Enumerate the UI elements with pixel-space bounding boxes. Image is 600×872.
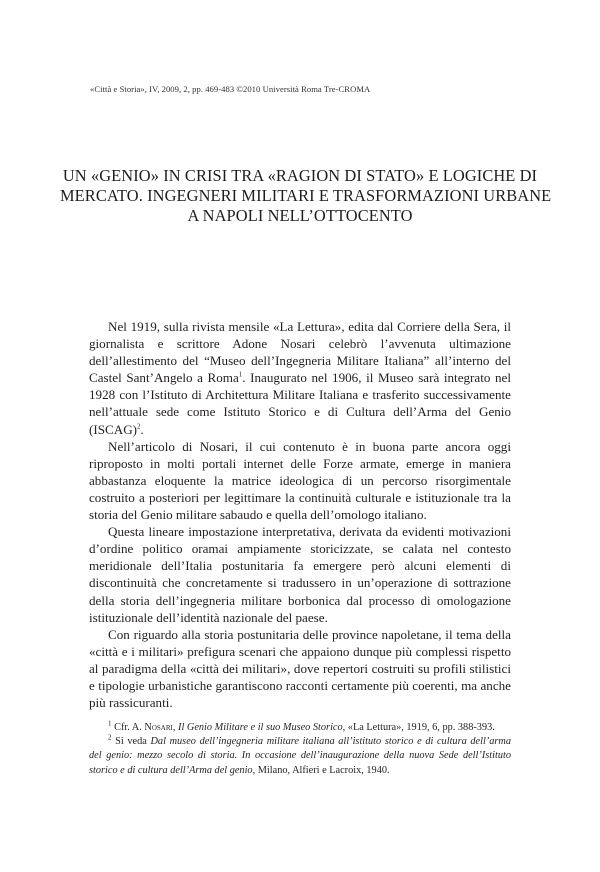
- footnote-text: ,: [172, 722, 179, 733]
- title-line: MERCATO. INGEGNERI MILITARI E TRASFORMAZIONI URBANE: [60, 186, 552, 205]
- paragraph: Nell’articolo di Nosari, il cui contenuto è in buona parte ancora oggi riproposto in molti portali internet delle Forze armate, emerge in maniera abbastanza eloquente la matrice ideologica di un percorso risorgimentale costruito a posteriori per legittimare la continuità culturale e istituzionale tra la storia del Genio militare sabaudo e quella dell’omologo italiano.: [89, 438, 511, 523]
- paragraph: Questa lineare impostazione interpretativa, derivata da evidenti motivazioni d’ordine politico oramai ampiamente storicizzate, se calata nel contesto meridionale dell’Italia postunitaria fa emergere però alcuni elementi di discontinuità che concretamente si tradussero in un’operazione di sottrazione della storia dell’ingegneria militare borbonica dal processo di omologazione istituzionale dell’identità nazionale del paese.: [89, 524, 511, 625]
- footnote: [89, 721, 511, 735]
- footnote-number: 2: [108, 733, 112, 742]
- footnote-ref[interactable]: 2: [137, 422, 141, 431]
- footnote: [89, 735, 511, 778]
- footnote-ref[interactable]: 1: [238, 370, 243, 379]
- footnote-text: Cfr. A.: [111, 722, 145, 733]
- footnote-text: , «La Lettura», 1919, 6, pp. 388-393.: [342, 722, 495, 733]
- paragraph: Con riguardo alla storia postunitaria delle province napoletane, il tema della «città e i militari» prefigura scenari che appaiono dunque più complessi rispetto al paradigma della «città dei militari», dove repertori costruiti su profili stilistici e tipologie urbanistiche garantiscono racconti certamente più coerenti, ma anche più rassicuranti.: [89, 626, 511, 711]
- article-title: [60, 166, 552, 226]
- footnote-text: Si veda: [111, 736, 151, 748]
- paragraph-text: . Inaugurato nel 1906, il Museo sarà integrato nel 1928 con l’Istituto di Architettura Militare Italiana e trasferito successivamente nell’attuale sede come Istituto Storico e di Cultura dell’Arma del Genio (ISCAG): [89, 370, 511, 437]
- footnote-title: Dal museo dell’ingegneria militare italiana all’istituto storico e di cultura dell’arma del genio: mezzo secolo di storia. In occasione dell’inaugurazione della nuova Sede dell’Istituto storico e di cultura dell’Arma del genio: [89, 736, 511, 776]
- footnotes: [89, 721, 511, 778]
- title-line: A NAPOLI NELL’OTTOCENTO: [187, 206, 413, 225]
- title-line: UN «GENIO» IN CRISI TRA «RAGION DI STATO» E LOGICHE DI: [62, 166, 538, 185]
- running-head: «Città e Storia», IV, 2009, 2, pp. 469-483 ©2010 Università Roma Tre-CROMA: [90, 84, 371, 94]
- footnote-title: Il Genio Militare e il suo Museo Storico: [178, 722, 343, 733]
- body-text: [89, 318, 511, 711]
- footnote-number: 1: [108, 719, 112, 728]
- paragraph-text: .: [140, 421, 144, 437]
- footnote-author: Nosari: [144, 722, 173, 733]
- paragraph-text: Nel 1919, sulla rivista mensile «La Lettura», edita dal Corriere della Sera, il giornalista e scrittore Adone Nosari celebrò l’avvenuta ultimazione dell’allestimento del “Museo dell’Ingegneria Militare Italiana” all’interno del Castel Sant’Angelo a Roma: [89, 319, 511, 386]
- paragraph: [89, 318, 511, 438]
- footnote-text: , Milano, Alfieri e Lacroix, 1940.: [252, 764, 390, 776]
